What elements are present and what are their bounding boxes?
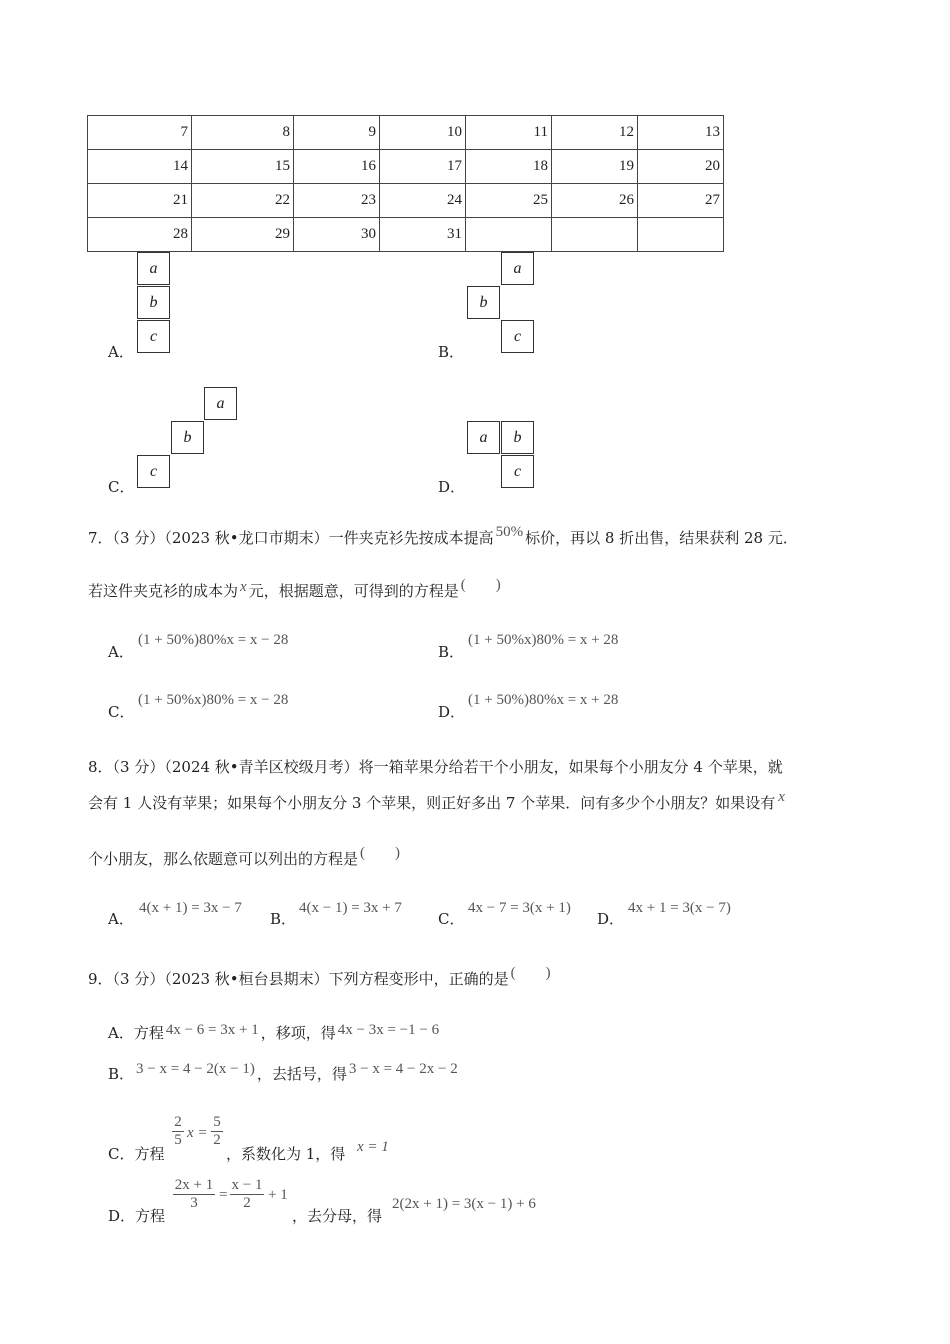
option-expression: (1 + 50%)80%x = x − 28 [138, 632, 289, 648]
plus-one: + 1 [268, 1187, 288, 1203]
grid-box-b: b [501, 421, 534, 454]
table-cell [466, 218, 552, 252]
q7-variable: x [240, 579, 247, 595]
table-cell: 9 [294, 116, 380, 150]
q9-text: 9．（3 分）（2023 秋•桓台县期末）下列方程变形中，正确的是 [88, 970, 509, 988]
option-label: B． [270, 910, 297, 928]
option-label: A． [108, 910, 134, 928]
q7-text: 元，根据题意，可得到的方程是 [248, 582, 459, 600]
option-expression: (1 + 50%)80%x = x + 28 [468, 692, 619, 708]
fraction-right [230, 1177, 264, 1212]
answer-paren: ( ) [360, 845, 401, 861]
table-cell: 8 [192, 116, 294, 150]
grid-box-a: a [467, 421, 500, 454]
q8-stem-line2 [88, 789, 785, 813]
grid-box-a: a [501, 252, 534, 285]
table-cell: 11 [466, 116, 552, 150]
table-cell: 15 [192, 150, 294, 184]
calendar-table [87, 115, 724, 252]
option-expression: 4(x + 1) = 3x − 7 [139, 900, 242, 916]
table-cell [552, 218, 638, 252]
table-cell: 13 [638, 116, 724, 150]
fraction-five-halves [211, 1114, 223, 1149]
q7-stem-line2 [88, 577, 501, 601]
table-cell: 23 [294, 184, 380, 218]
q8-text: 个小朋友，那么依题意可以列出的方程是 [88, 850, 359, 868]
table-cell: 7 [88, 116, 192, 150]
table-cell: 16 [294, 150, 380, 184]
option-text: ，系数化为 1，得 [226, 1145, 346, 1163]
answer-paren: ( ) [510, 965, 551, 981]
option-expression: 4(x − 1) = 3x + 7 [299, 900, 402, 916]
table-cell: 10 [380, 116, 466, 150]
grid-box-c: c [137, 455, 170, 488]
denominator: 2 [230, 1194, 264, 1212]
option-label: D． [438, 703, 466, 721]
option-expression: (1 + 50%x)80% = x + 28 [468, 632, 619, 648]
q7-text: 若这件夹克衫的成本为 [88, 582, 239, 600]
grid-box-a: a [137, 252, 170, 285]
q8-text: 会有 1 人没有苹果；如果每个小朋友分 3 个苹果，则正好多出 7 个苹果．问有多少个小朋友？如果设有 [88, 794, 776, 812]
q7-percent: 50% [495, 524, 524, 540]
grid-box-c: c [501, 320, 534, 353]
option-equation: 4x − 6 = 3x + 1 [165, 1022, 259, 1038]
fraction-numerator-left [173, 1177, 215, 1212]
table-cell: 12 [552, 116, 638, 150]
option-text: ，去括号，得 [256, 1065, 347, 1083]
numerator: 2 [174, 1114, 182, 1130]
option-label: A． [108, 343, 134, 361]
option-result: 2(2x + 1) = 3(x − 1) + 6 [392, 1196, 536, 1212]
option-label: C． [108, 478, 135, 496]
q8-variable: x [778, 789, 785, 805]
option-label: A． [108, 643, 134, 661]
numerator: 2x + 1 [174, 1177, 214, 1193]
equals-sign: = [219, 1187, 228, 1203]
q7-stem-line1 [88, 524, 798, 548]
denominator: 3 [173, 1194, 215, 1212]
option-text: ，移项，得 [260, 1024, 336, 1042]
table-cell: 31 [380, 218, 466, 252]
grid-box-b: b [171, 421, 204, 454]
table-cell: 28 [88, 218, 192, 252]
option-text: ，去分母，得 [292, 1207, 383, 1225]
table-cell: 29 [192, 218, 294, 252]
option-expression: 4x − 7 = 3(x + 1) [468, 900, 571, 916]
option-label: D． [438, 478, 466, 496]
table-cell: 20 [638, 150, 724, 184]
option-label: B． [108, 1065, 135, 1083]
option-label: C．方程 [108, 1145, 165, 1163]
option-result: 4x − 3x = −1 − 6 [337, 1022, 440, 1038]
option-label: C． [108, 703, 135, 721]
q9-option-a[interactable] [108, 1022, 439, 1043]
grid-box-b: b [467, 286, 500, 319]
grid-box-c: c [501, 455, 534, 488]
q7-text: 标价，再以 8 折出售，结果获利 28 元． [525, 529, 798, 547]
q7-text: 7．（3 分）（2023 秋•龙口市期末）一件夹克衫先按成本提高 [88, 529, 494, 547]
table-cell: 22 [192, 184, 294, 218]
option-label: B． [438, 643, 465, 661]
numerator: 5 [213, 1114, 221, 1130]
option-result: x = 1 [357, 1139, 389, 1155]
q9-option-b[interactable] [108, 1063, 458, 1084]
table-row [88, 116, 724, 150]
option-label: B． [438, 343, 465, 361]
table-cell: 25 [466, 184, 552, 218]
table-row [88, 184, 724, 218]
table-cell: 26 [552, 184, 638, 218]
option-expression: (1 + 50%x)80% = x − 28 [138, 692, 289, 708]
option-equation: 3 − x = 4 − 2(x − 1) [136, 1061, 255, 1077]
table-row [88, 218, 724, 252]
option-label: C． [438, 910, 465, 928]
denominator: 5 [172, 1131, 184, 1149]
table-cell: 21 [88, 184, 192, 218]
table-cell: 27 [638, 184, 724, 218]
option-label: D．方程 [108, 1207, 166, 1225]
table-cell: 18 [466, 150, 552, 184]
option-label: D． [597, 910, 625, 928]
grid-box-a: a [204, 387, 237, 420]
q8-stem-line1: 8．（3 分）（2024 秋•青羊区校级月考）将一箱苹果分给若干个小朋友，如果每个小朋友分 4 个苹果，就 [88, 758, 783, 776]
table-row [88, 150, 724, 184]
table-cell: 30 [294, 218, 380, 252]
denominator: 2 [211, 1131, 223, 1149]
option-equation: x = [187, 1125, 208, 1141]
table-cell: 17 [380, 150, 466, 184]
table-cell: 24 [380, 184, 466, 218]
option-expression: 4x + 1 = 3(x − 7) [628, 900, 731, 916]
numerator: x − 1 [231, 1177, 263, 1193]
q9-stem [88, 965, 551, 989]
option-result: 3 − x = 4 − 2x − 2 [348, 1061, 458, 1077]
q8-stem-line3 [88, 845, 401, 869]
answer-paren: ( ) [460, 577, 501, 593]
table-cell [638, 218, 724, 252]
grid-box-c: c [137, 320, 170, 353]
grid-box-b: b [137, 286, 170, 319]
option-label: A．方程 [108, 1024, 164, 1042]
table-cell: 14 [88, 150, 192, 184]
table-cell: 19 [552, 150, 638, 184]
fraction-two-fifths [172, 1114, 184, 1149]
